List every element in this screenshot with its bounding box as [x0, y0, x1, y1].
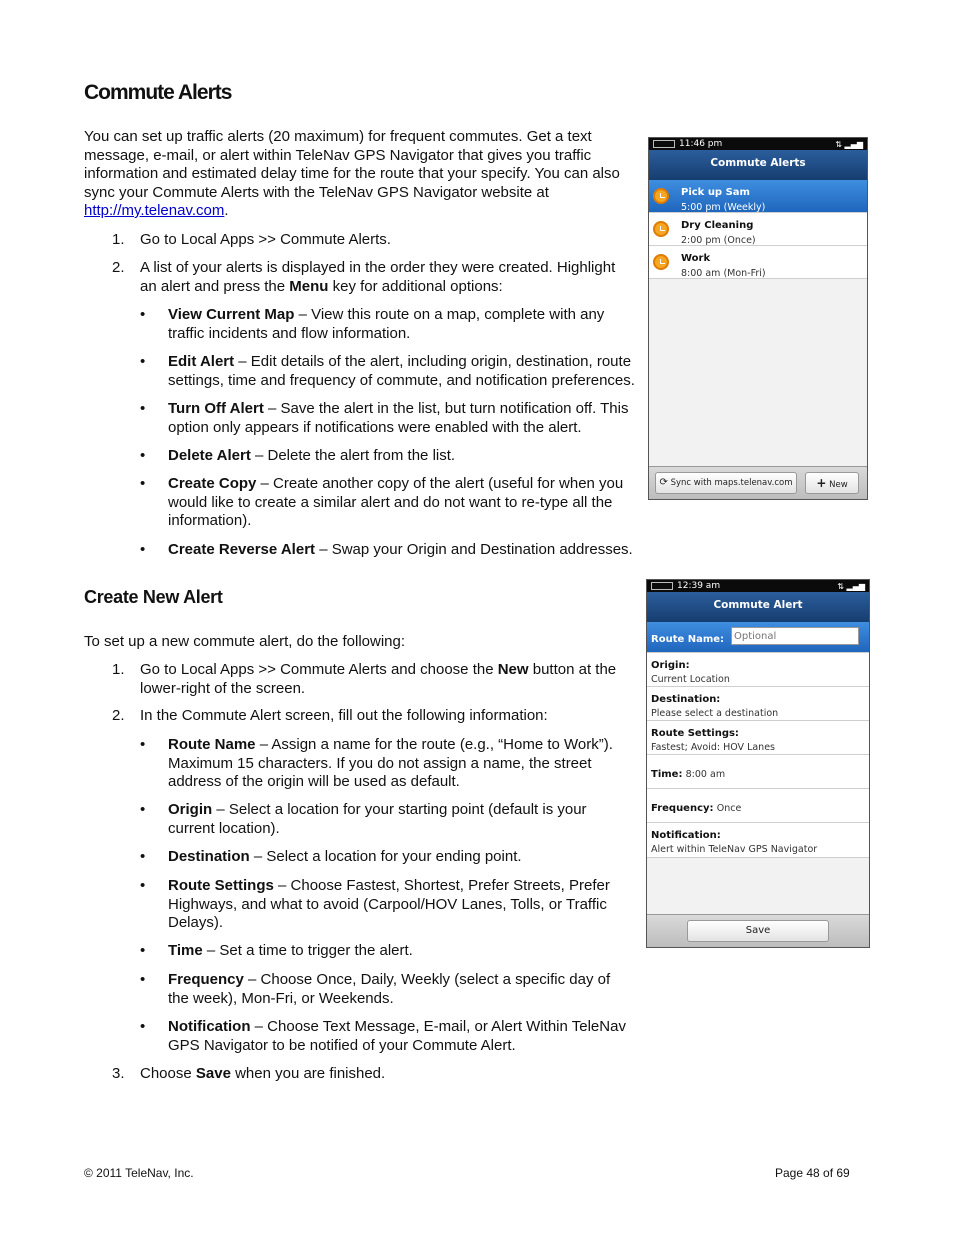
status-bar — [647, 580, 869, 592]
alarm-clock-icon — [653, 221, 669, 237]
field-route-settings: • Route Settings – Choose Fastest, Shortest, Prefer Streets, Prefer Highways, and what to avoid (Carpool/HOV Lanes, Tolls, or Traffic Delays). — [140, 877, 610, 931]
step-text: In the Commute Alert screen, fill out the following information: — [140, 707, 548, 724]
route-settings-field[interactable]: Route Settings: Fastest; Avoid: HOV Lanes — [647, 721, 869, 755]
commute-alert-form-screenshot — [646, 579, 870, 948]
field-origin: • Origin – Select a location for your starting point (default is your current location). — [140, 801, 587, 837]
step-number: 3. — [112, 1065, 125, 1082]
step-1 — [112, 231, 632, 250]
bottom-button-bar — [649, 466, 867, 499]
step-text: Go to Local Apps >> Commute Alerts. — [140, 231, 391, 248]
alert-item[interactable]: Dry Cleaning 2:00 pm (Once) — [649, 213, 867, 246]
screen-title: Commute Alert — [647, 592, 869, 622]
sync-icon: ⟳ — [659, 477, 668, 488]
frequency-field[interactable]: Frequency: Once — [647, 789, 869, 823]
alert-item[interactable]: Work 8:00 am (Mon-Fri) — [649, 246, 867, 279]
alert-item[interactable]: Pick up Sam 5:00 pm (Weekly) — [649, 180, 867, 213]
field-time: • Time – Set a time to trigger the alert. — [140, 942, 413, 959]
step-number: 1. — [112, 231, 125, 248]
footer-page-number: Page 48 of 69 — [775, 1166, 850, 1180]
option-edit-alert: • Edit Alert – Edit details of the alert, including origin, destination, route settings, time and frequency of commute, and notification preferences. — [140, 353, 635, 389]
route-name-row — [647, 622, 869, 653]
step-number: 1. — [112, 661, 125, 678]
step-text: Go to Local Apps >> Commute Alerts and choose the New button at the lower-right of the screen. — [140, 661, 617, 697]
field-frequency: • Frequency – Choose Once, Daily, Weekly (select a specific day of the week), Mon-Fri, or Weekends. — [140, 971, 611, 1007]
signal-icon: ⇅ ▂▄▆ — [835, 140, 863, 149]
telenav-link[interactable]: http://my.telenav.com — [84, 202, 225, 219]
screen-title: Commute Alerts — [649, 150, 867, 180]
option-create-copy: • Create Copy – Create another copy of the alert (useful for when you would like to create a similar alert and do not want to re-type all the information). — [140, 475, 624, 529]
plus-icon: + — [816, 476, 827, 490]
bottom-button-bar — [647, 914, 869, 947]
intro-paragraph: You can set up traffic alerts (20 maximum) for frequent commutes. Get a text message, e-mail, or alert within TeleNav GPS Navigator that gives you traffic information and estimated delay time for the route that your specify. You can also sync your Commute Alerts with the TeleNav GPS Navigator website at http://my.telenav.com. — [84, 128, 620, 219]
new-button[interactable]: + New — [805, 472, 859, 494]
section-title: Create New Alert — [84, 587, 223, 607]
signal-icon: ⇅ ▂▄▆ — [837, 582, 865, 591]
step-number: 2. — [112, 707, 125, 724]
step-text: A list of your alerts is displayed in the order they were created. Highlight an alert and press the Menu key for additional options: — [140, 259, 616, 295]
new-step-3 — [112, 1065, 632, 1084]
origin-field[interactable]: Origin: Current Location — [647, 653, 869, 687]
option-create-reverse: • Create Reverse Alert – Swap your Origin and Destination addresses. — [140, 541, 633, 558]
save-button[interactable]: Save — [687, 920, 829, 942]
sync-button[interactable]: ⟳ Sync with maps.telenav.com — [655, 472, 797, 494]
page-title: Commute Alerts — [84, 81, 232, 104]
new-alert-intro: To set up a new commute alert, do the following: — [84, 633, 406, 650]
new-step-1 — [112, 661, 632, 698]
status-time: 11:46 pm — [679, 139, 723, 149]
destination-field[interactable]: Destination: Please select a destination — [647, 687, 869, 721]
route-name-label: Route Name: — [651, 634, 725, 645]
time-field[interactable]: Time: 8:00 am — [647, 755, 869, 789]
alarm-clock-icon — [653, 254, 669, 270]
new-step-2 — [112, 707, 632, 726]
status-time: 12:39 am — [677, 581, 721, 591]
step-number: 2. — [112, 259, 125, 276]
option-turn-off-alert: • Turn Off Alert – Save the alert in the list, but turn notification off. This option only appears if notifications were enabled with the alert. — [140, 400, 629, 436]
commute-alerts-screenshot — [648, 137, 868, 500]
field-notification: • Notification – Choose Text Message, E-mail, or Alert Within TeleNav GPS Navigator to be notified of your Commute Alert. — [140, 1018, 626, 1054]
footer-copyright: © 2011 TeleNav, Inc. — [84, 1166, 194, 1180]
notification-field[interactable]: Notification: Alert within TeleNav GPS Navigator — [647, 823, 869, 858]
field-destination: • Destination – Select a location for your ending point. — [140, 848, 522, 865]
step-2 — [112, 259, 632, 296]
option-delete-alert: • Delete Alert – Delete the alert from the list. — [140, 447, 456, 464]
alarm-clock-icon — [653, 188, 669, 204]
status-bar — [649, 138, 867, 150]
route-name-input[interactable] — [731, 627, 859, 645]
step-text: Choose Save when you are finished. — [140, 1065, 386, 1082]
battery-icon — [653, 140, 675, 148]
battery-icon — [651, 582, 673, 590]
field-route-name: • Route Name – Assign a name for the route (e.g., “Home to Work”). Maximum 15 characters. If you do not assign a name, the street address of the origin will be used as default. — [140, 736, 613, 790]
option-view-map: • View Current Map – View this route on a map, complete with any traffic incidents and flow information. — [140, 306, 605, 342]
intro-text: You can set up traffic alerts (20 maximum) for frequent commutes. Get a text message, e-mail, or alert within TeleNav GPS Navigator that gives you traffic information and estimated delay time for the route that your specify. You can also sync your Commute Alerts with the TeleNav GPS Navigator website at — [84, 128, 620, 201]
